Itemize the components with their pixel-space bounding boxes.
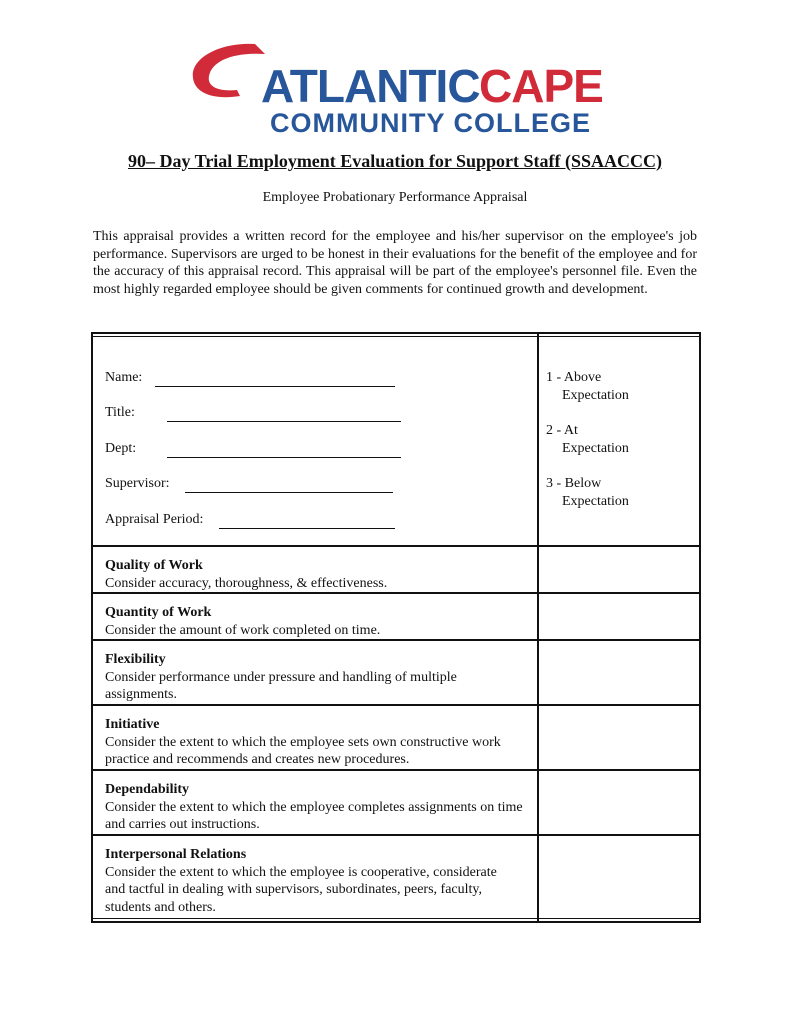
criterion-flexibility	[105, 651, 505, 704]
field-dept-line[interactable]	[167, 456, 401, 458]
field-appraisal-period[interactable]	[105, 512, 203, 528]
field-supervisor[interactable]	[105, 476, 170, 492]
criterion-description: Consider accuracy, thoroughness, & effectiveness.	[105, 575, 388, 591]
criterion-interpersonal-relations	[105, 846, 515, 916]
field-title-label: Title:	[105, 405, 135, 420]
field-name-line[interactable]	[155, 385, 395, 387]
scale-item-below	[546, 475, 629, 511]
criterion-heading: Initiative	[105, 717, 160, 732]
table-bottom-double-line	[91, 918, 701, 919]
criterion-initiative	[105, 716, 515, 769]
row-divider	[93, 769, 699, 771]
scale-item-at	[546, 422, 629, 458]
field-dept-label: Dept:	[105, 441, 137, 456]
row-divider	[93, 704, 699, 706]
criterion-dependability	[105, 781, 541, 834]
criterion-heading: Quantity of Work	[105, 605, 212, 620]
document-title: 90– Day Trial Employment Evaluation for Support Staff (SSAACCC)	[127, 151, 663, 171]
scale-item-above-label: 1 - Above	[546, 370, 602, 385]
logo-text-cape: CAPE	[479, 60, 603, 112]
field-appraisal-period-label: Appraisal Period:	[105, 512, 204, 527]
field-title[interactable]	[105, 405, 135, 421]
field-appraisal-period-line[interactable]	[219, 527, 395, 529]
criterion-description: Consider the extent to which the employee sets own constructive work practice and recommends and creates new procedures.	[105, 734, 501, 767]
criterion-heading: Quality of Work	[105, 558, 203, 573]
criterion-heading: Interpersonal Relations	[105, 847, 247, 862]
field-supervisor-label: Supervisor:	[105, 476, 170, 491]
scale-item-below-sub: Expectation	[562, 494, 629, 509]
field-dept[interactable]	[105, 441, 136, 457]
criterion-quality-of-work	[105, 557, 537, 592]
document-subtitle: Employee Probationary Performance Appraisal	[262, 190, 528, 205]
scale-item-at-sub: Expectation	[562, 441, 629, 456]
scale-item-above	[546, 369, 629, 405]
row-divider	[93, 834, 699, 836]
criterion-description: Consider the extent to which the employee completes assignments on time and carries out instructions.	[105, 799, 523, 832]
scale-item-below-label: 3 - Below	[546, 476, 602, 491]
row-divider	[93, 592, 699, 594]
logo-text-atlantic: ATLANTIC	[261, 60, 480, 112]
college-logo	[185, 36, 605, 136]
logo-text-college: COMMUNITY COLLEGE	[270, 108, 592, 136]
field-name-label: Name:	[105, 370, 143, 385]
criterion-description: Consider performance under pressure and handling of multiple assignments.	[105, 669, 457, 702]
field-supervisor-line[interactable]	[185, 491, 393, 493]
row-divider	[93, 545, 699, 547]
criterion-heading: Flexibility	[105, 652, 166, 667]
criterion-description: Consider the extent to which the employee is cooperative, considerate and tactful in dealing with supervisors, subordinates, peers, faculty, students and others.	[105, 864, 497, 915]
scale-item-at-label: 2 - At	[546, 423, 578, 438]
criterion-quantity-of-work	[105, 604, 537, 639]
criterion-heading: Dependability	[105, 782, 190, 797]
criterion-description: Consider the amount of work completed on time.	[105, 622, 381, 638]
scale-item-above-sub: Expectation	[562, 388, 629, 403]
row-divider	[93, 639, 699, 641]
field-title-line[interactable]	[167, 420, 401, 422]
field-name[interactable]	[105, 370, 142, 386]
appraisal-form-table	[91, 332, 701, 923]
intro-paragraph: This appraisal provides a written record for the employee and his/her supervisor on the employee's job performance. Supervisors are urged to be honest in their evaluations for the benefit of the employee and for the accuracy of this appraisal record. This appraisal will be part of the employee's personnel file. Even the most highly regarded employee should be given comments for continued growth and development.	[93, 229, 697, 297]
table-top-double-line	[91, 336, 701, 337]
